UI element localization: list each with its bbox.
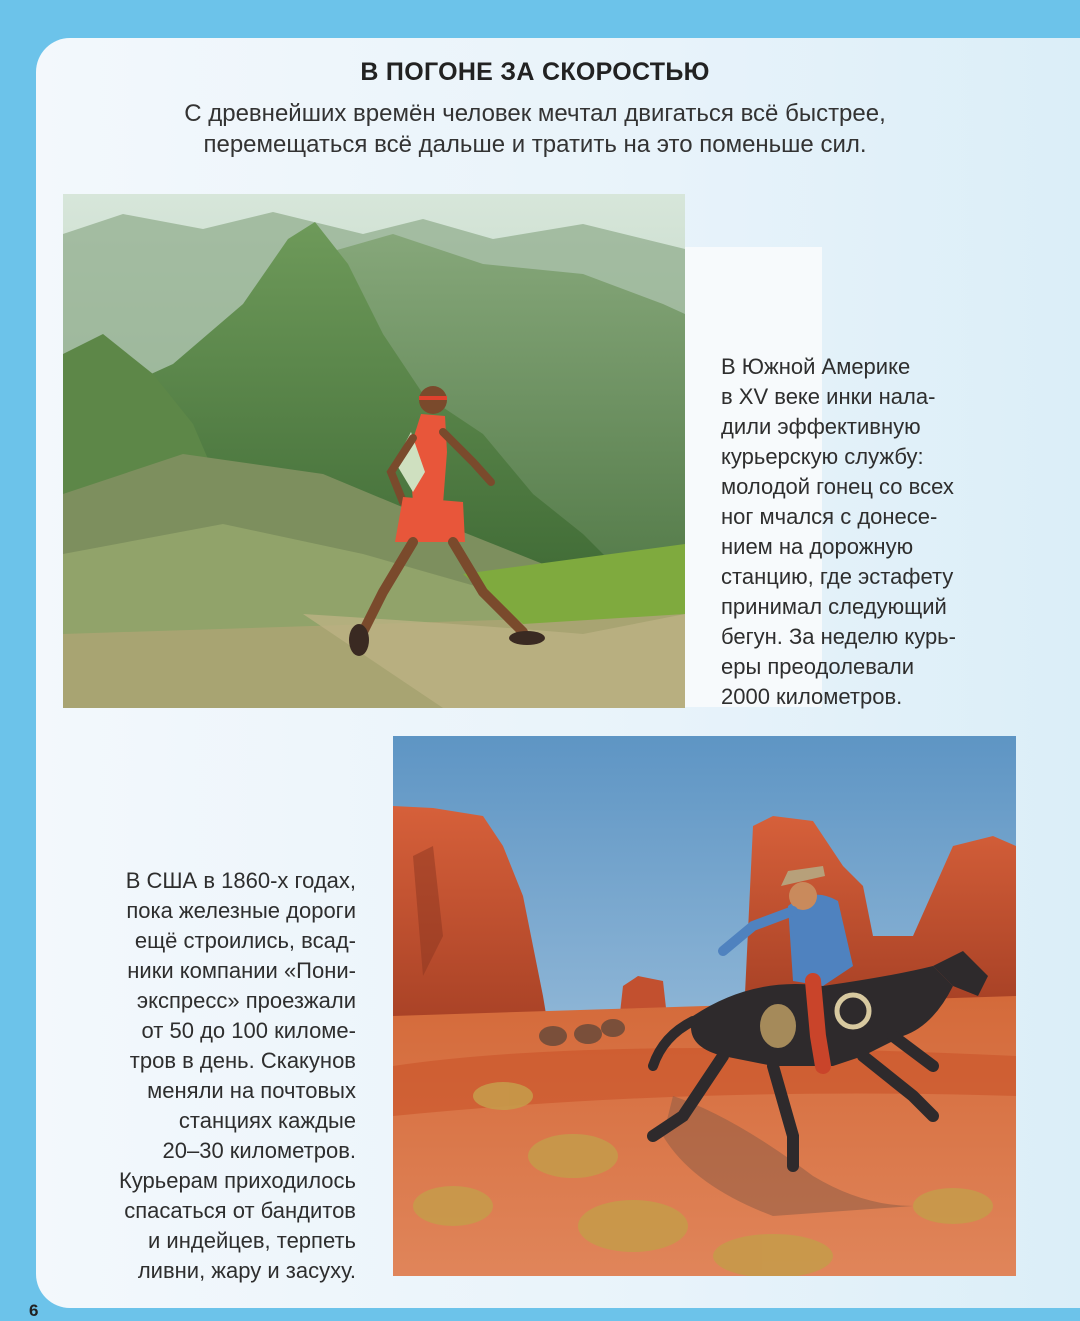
caption-line: ног мчался с донесе- [721, 504, 938, 529]
caption-line: еры преодолевали [721, 654, 914, 679]
caption-line: молодой гонец со всех [721, 474, 954, 499]
caption-line: ещё строились, всад- [134, 928, 356, 953]
caption-line: курьерскую службу: [721, 444, 924, 469]
caption-line: станциях каждые [178, 1108, 356, 1133]
caption-line: от 50 до 100 киломе- [141, 1018, 356, 1043]
caption-line: В Южной Америке [721, 354, 911, 379]
caption-line: спасаться от бандитов [124, 1198, 356, 1223]
caption-pony-express [40, 866, 356, 1286]
caption-line: экспресс» проезжали [136, 988, 356, 1013]
caption-line: дили эффективную [721, 414, 921, 439]
caption-line: пока железные дороги [126, 898, 356, 923]
caption-line: 2000 километров. [721, 684, 903, 709]
page-number: 6 [29, 1301, 39, 1320]
lead-paragraph [60, 98, 1010, 160]
caption-line: нием на дорожную [721, 534, 914, 559]
inca-runner-illustration [63, 194, 685, 708]
caption-incas [721, 352, 1021, 712]
caption-line: бегун. За неделю курь- [721, 624, 956, 649]
caption-line: в XV веке инки нала- [721, 384, 936, 409]
pony-express-illustration [393, 736, 1016, 1276]
caption-line: 20–30 километров. [162, 1138, 356, 1163]
caption-line: и индейцев, терпеть [148, 1228, 356, 1253]
caption-line: станцию, где эстафету [721, 564, 954, 589]
page-title: В ПОГОНЕ ЗА СКОРОСТЬЮ [360, 58, 710, 86]
caption-line: ники компании «Пони- [127, 958, 356, 983]
caption-line: В США в 1860-х годах, [125, 868, 356, 893]
caption-line: тров в день. Скакунов [129, 1048, 356, 1073]
caption-line: ливни, жару и засуху. [137, 1258, 356, 1283]
lead-line: перемещаться всё дальше и тратить на это поменьше сил. [203, 131, 867, 158]
caption-line: меняли на почтовых [147, 1078, 356, 1103]
caption-line: принимал следующий [721, 594, 947, 619]
caption-line: Курьерам приходилось [118, 1168, 356, 1193]
lead-line: С древнейших времён человек мечтал двигаться всё быстрее, [184, 100, 886, 127]
